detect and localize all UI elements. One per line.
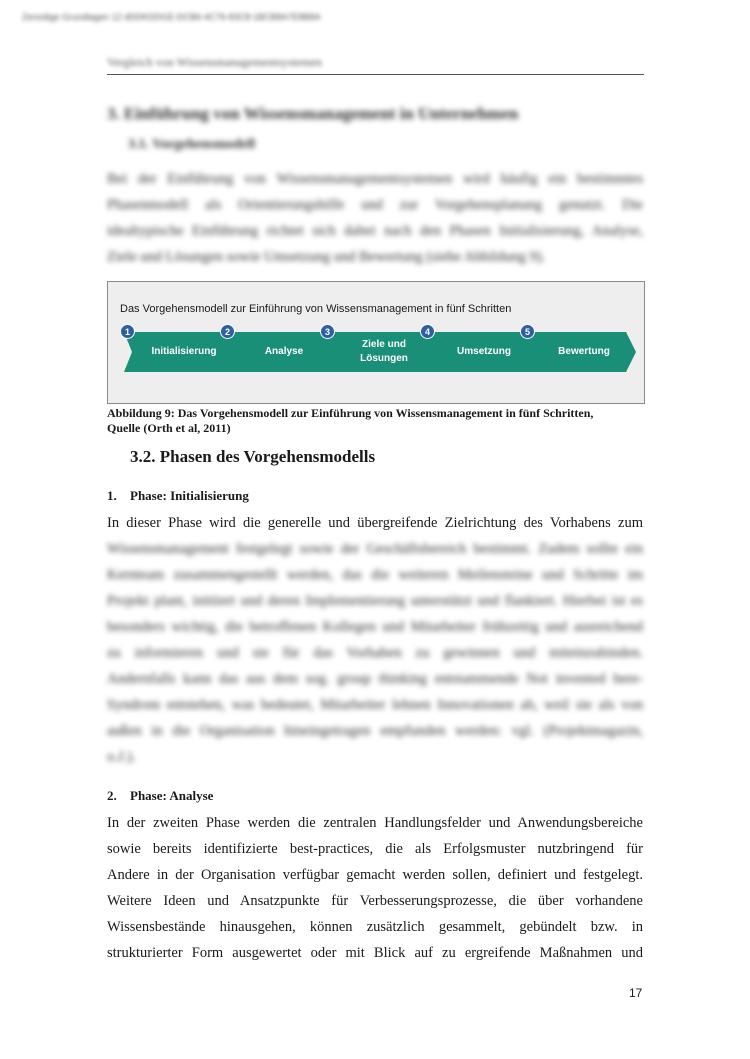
phase-2-paragraph — [107, 810, 643, 966]
intro-line: Phasenmodell als Orientierungshilfe und zur Vorgehensplanung genutzt. Die — [107, 197, 643, 213]
step-number-badge: 5 — [520, 324, 535, 339]
phase-number: 1. — [107, 488, 117, 503]
phase-1-heading — [107, 488, 249, 504]
phase-2-heading — [107, 788, 213, 804]
caption-line: Quelle (Orth et al, 2011) — [107, 420, 231, 435]
paragraph-line: sowie bereits identifizierte best-practices, die als Erfolgsmuster nutzbringend für — [107, 841, 643, 857]
paragraph-line: strukturierter Form ausgewertet oder mit Blick auf zu ergreifende Maßnahmen und — [107, 945, 643, 961]
paragraph-line: In der zweiten Phase werden die zentralen Handlungsfelder und Anwendungsbereiche — [107, 815, 643, 831]
process-model-figure — [107, 281, 645, 404]
page-number: 17 — [629, 986, 643, 1000]
intro-line: Bei der Einführung von Wissensmanagementsystemen wird häufig ein bestimmtes — [107, 171, 643, 187]
phase-title: Phase: Initialisierung — [130, 488, 249, 503]
step-label: Initialisierung — [151, 346, 217, 357]
step-label: Analyse — [264, 346, 304, 357]
section-heading-vorgehensmodell: 3.1. Vorgehensmodell — [128, 137, 256, 152]
document-identifier: Zenodige Grundlagen 12 dDDKDDGE-DCB6-4C76-83C8-1BCB8A7E8B8A — [22, 12, 321, 22]
step-label: Bewertung — [558, 346, 610, 357]
phase-1-paragraph — [107, 510, 643, 770]
paragraph-line: Andernfalls kann das aus dem sog. group thinking entstammende Not invented here- — [107, 671, 643, 687]
paragraph-line: außen in die Organisation hineingetragen empfunden werden: vgl. (Projektmagazin, — [107, 723, 643, 739]
intro-paragraph — [107, 166, 643, 270]
step-analyse — [224, 332, 336, 372]
step-initialisierung — [124, 332, 236, 372]
figure-title: Das Vorgehensmodell zur Einführung von Wissensmanagement in fünf Schritten — [120, 303, 512, 315]
paragraph-line: o.J.). — [107, 749, 136, 765]
step-number-badge: 3 — [320, 324, 335, 339]
paragraph-line: besonders wichtig, die betroffenen Kollegen und Mitarbeiter frühzeitig und ausreichend — [107, 619, 643, 635]
paragraph-line: Wissensbestände hinausgehen, können zusätzlich gesammelt, gebündelt bzw. in — [107, 919, 643, 935]
caption-line: Abbildung 9: Das Vorgehensmodell zur Einführung von Wissensmanagement in fünf Schritten, — [107, 406, 594, 420]
step-number-badge: 4 — [420, 324, 435, 339]
header-rule — [107, 74, 644, 75]
paragraph-line: Projekt plant, initiiert und deren Implementierung unterstützt und flankiert. Hierbei ist es — [107, 593, 643, 609]
step-number-badge: 2 — [220, 324, 235, 339]
paragraph-line: Andere in der Organisation verfügbar gemacht werden sollen, definiert und festgelegt. — [107, 867, 643, 883]
intro-line: idealtypische Einführung richtet sich dabei nach den Phasen Initialisierung, Analyse, — [107, 223, 643, 239]
paragraph-line: Kernteam zusammengestellt werden, das die weiteren Meilensteine und Schritte im — [107, 567, 643, 583]
process-steps — [108, 322, 644, 386]
paragraph-line: In dieser Phase wird die generelle und übergreifende Zielrichtung des Vorhabens zum — [107, 515, 643, 531]
running-header: Vergleich von Wissensmanagementsystemen — [107, 55, 323, 69]
step-label: Ziele und Lösungen — [360, 339, 408, 364]
chapter-heading: 3. Einführung von Wissensmanagement in Unternehmen — [107, 104, 519, 123]
step-umsetzung — [424, 332, 536, 372]
section-heading-phasen: 3.2. Phasen des Vorgehensmodells — [130, 447, 376, 466]
paragraph-line: Syndrom entstehen, was bedeutet, Mitarbeiter lehnen Innovationen ab, weil sie als von — [107, 697, 643, 713]
step-ziele-loesungen — [324, 332, 436, 372]
paragraph-line: Wissensmanagement festgelegt sowie der Geschäftsbereich bestimmt. Zudem sollte ein — [107, 541, 643, 557]
intro-line: Ziele und Lösungen sowie Umsetzung und Bewertung (siehe Abbildung 9). — [107, 249, 546, 265]
step-number-badge: 1 — [120, 324, 135, 339]
step-bewertung — [524, 332, 636, 372]
figure-caption — [107, 406, 643, 435]
paragraph-line: Weitere Ideen und Ansatzpunkte für Verbesserungsprozesse, die über vorhandene — [107, 893, 643, 909]
step-label: Umsetzung — [457, 346, 511, 357]
phase-number: 2. — [107, 788, 117, 803]
paragraph-line: zu informieren und sie für das Vorhaben zu gewinnen und miteinzubinden. — [107, 645, 643, 661]
phase-title: Phase: Analyse — [130, 788, 214, 803]
